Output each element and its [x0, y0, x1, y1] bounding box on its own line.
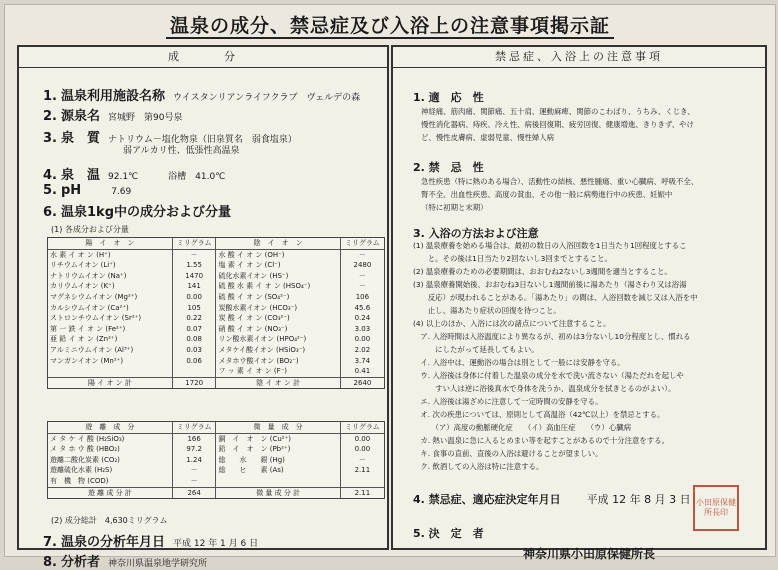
anion-name: メタホウ酸イオン (BO₂⁻) [216, 356, 340, 367]
free-header: 遊 離 成 分 [48, 422, 172, 433]
cation-name: 水 素 イ オ ン (H⁺) [48, 249, 172, 260]
free-value: 97.2 [172, 444, 216, 455]
anion-value: 2.02 [354, 345, 371, 354]
contraindications-heading: 2. 禁 忌 性 [413, 161, 484, 174]
bathing-method-line: オ. 次の疾患については、原則として高温浴（42℃以上）を禁忌とする。 [413, 410, 665, 419]
free-total-label: 遊 離 成 分 計 [48, 487, 172, 498]
cation-name: リチウムイオン (Li⁺) [48, 260, 172, 271]
cation-total: 1720 [172, 377, 216, 388]
cation-value: 0.22 [172, 313, 216, 324]
bathing-method-line: にしたがって延長してもよい。 [413, 345, 539, 354]
table-row [48, 324, 384, 335]
trace-name: 総 水 銀 (Hg) [216, 455, 340, 466]
item-quality: 3. 泉 質 ナトリウム－塩化物泉（旧泉質名 弱食塩泉） [43, 131, 297, 146]
cation-value: 0.07 [172, 324, 216, 335]
cation-value [172, 366, 216, 377]
bathing-method-line: 反応）が現われることがある。「湯あたり」の間は、入浴回数を減じ又は入浴を中 [413, 293, 698, 302]
anion-total: 2640 [340, 377, 384, 388]
decision-date: 4. 禁忌症、適応症決定年月日 平成 12 年 8 月 3 日 [413, 493, 691, 506]
trace-value: － [358, 455, 366, 464]
decision-maker-label: 5. 決 定 者 [413, 527, 484, 540]
anion-name: リン酸水素イオン (HPO₄²⁻) [216, 334, 340, 345]
cation-value: 1.55 [172, 260, 216, 271]
table-row [48, 366, 384, 377]
anion-name: 炭 酸 イ オ ン (CO₃²⁻) [216, 313, 340, 324]
cation-value: 1470 [172, 271, 216, 282]
anion-value: 3.74 [354, 356, 371, 365]
cation-name: ストロンチウムイオン (Sr²⁺) [48, 313, 172, 324]
item-facility: 1. 温泉利用施設名称 ウイスタンリアンライフクラブ ヴェルデの森 [43, 89, 361, 104]
trace-name [216, 476, 340, 487]
notice-board [4, 4, 776, 570]
contraindications-text: 急性疾患（特に熱のある場合）、活動性の結核、悪性腫瘍、重い心臓病、呼吸不全、 腎不全、出血性疾患、高度の貧血、その他一般に病勢進行中の疾患、妊娠中 （特に初期と末期） [421, 177, 699, 212]
ion-total-row [48, 377, 384, 388]
anion-value: － [358, 282, 366, 291]
bathing-method-text [413, 239, 698, 473]
cation-name: ナトリウムイオン (Na⁺) [48, 271, 172, 282]
table-title: (1) 各成分および分量 [51, 225, 129, 234]
cation-total-label: 陽 イ オ ン 計 [48, 377, 172, 388]
bathing-method-line: キ. 食事の直前、直後の入浴は避けることが望ましい。 [413, 449, 603, 458]
anion-name: メタケイ酸イオン (HSiO₃⁻) [216, 345, 340, 356]
ion-table [47, 237, 385, 389]
anion-name: 硫化水素イオン (HS⁻) [216, 271, 340, 282]
composition-header: 成 分 [19, 47, 387, 68]
indications-heading: 1. 適 応 性 [413, 91, 484, 104]
anion-value: 106 [355, 292, 370, 301]
bathing-method-line: エ. 入浴後は湯ざめに注意して一定時間の安静を守る。 [413, 397, 603, 406]
trace-name: 銅 イ オ ン (Cu²⁺) [216, 433, 340, 444]
item-components: 6. 温泉1kg中の成分および分量 [43, 205, 231, 220]
table-row [48, 303, 384, 314]
table-row [48, 292, 384, 303]
cation-name: 亜 鉛 イ オ ン (Zn²⁺) [48, 334, 172, 345]
trace-total: 2.11 [340, 487, 384, 498]
item-source: 2. 源泉名 宮城野 第90号泉 [43, 109, 183, 124]
free-name: メ タ ケ イ 酸 (H₂SiO₃) [48, 433, 172, 444]
free-trace-table [47, 421, 385, 499]
table-row [48, 281, 384, 292]
anion-header: 陰 イ オ ン [216, 238, 340, 249]
composition-panel [17, 45, 389, 570]
anion-value: 3.03 [354, 324, 371, 333]
trace-name: 鉛 イ オ ン (Pb²⁺) [216, 444, 340, 455]
anion-value: － [358, 271, 366, 280]
item-analysis-date: 7. 温泉の分析年月日 平成 12 年 1 月 6 日 [43, 535, 259, 550]
trace-name: 総 ヒ 素 (As) [216, 465, 340, 476]
cation-name: カルシウムイオン (Ca²⁺) [48, 303, 172, 314]
bathing-method-line: と。その後は1日当たり2回ないし3回までとすること。 [413, 254, 612, 263]
anion-name: 硫 酸 イ オ ン (SO₄²⁻) [216, 292, 340, 303]
anion-name: 炭酸水素イオン (HCO₃⁻) [216, 303, 340, 314]
anion-value: 0.41 [354, 367, 371, 376]
trace-total-label: 微 量 成 分 計 [216, 487, 340, 498]
cation-name [48, 366, 172, 377]
bathing-method-heading: 3. 入浴の方法および注意 [413, 227, 539, 240]
item-analyst: 8. 分析者 神奈川県温泉地学研究所 [43, 555, 208, 570]
free-total: 264 [172, 487, 216, 498]
indications-text: 神経痛、筋肉痛、関節痛、五十肩、運動麻痺、関節のこわばり、うちみ、くじき、 慢性消化器病、痔疾、冷え性、病後回復期、疲労回復、健康増進、きりきず、やけ ど、慢性皮膚病、虚弱児童、慢性婦人病 [421, 107, 695, 142]
total-components: (2) 成分総計 4,630ミリグラム [51, 516, 168, 525]
trace-value: 0.00 [354, 434, 371, 443]
precautions-header: 禁忌症、入浴上の注意事項 [393, 47, 765, 68]
trace-unit: ミリグラム [340, 422, 384, 433]
table-row [48, 356, 384, 367]
cation-name: マンガンイオン (Mn²⁺) [48, 356, 172, 367]
bathing-method-line: （ア）高度の動脈硬化症 （イ）高血圧症 （ウ）心臓病 [413, 423, 632, 432]
item-quality-sub: 弱アルカリ性、低張性高温泉 [123, 146, 240, 156]
bathing-method-line: (4) 以上のほか、入浴には次の諸点について注意すること。 [413, 319, 611, 328]
anion-name: 塩 素 イ オ ン (Cl⁻) [216, 260, 340, 271]
bathing-method-line: 止し、湯あたり症状の回復を待つこと。 [413, 306, 561, 315]
anion-name: フ ッ 素 イ オ ン (F⁻) [216, 366, 340, 377]
free-value: － [172, 465, 216, 476]
bathing-method-line: ク. 飲酒しての入浴は特に注意する。 [413, 462, 544, 471]
table-row [48, 476, 384, 487]
trace-header: 微 量 成 分 [216, 422, 340, 433]
bathing-method-line: カ. 熱い温泉に急に入るとめまい等を起すことがあるので十分注意をする。 [413, 436, 669, 445]
cation-unit: ミリグラム [172, 238, 216, 249]
cation-value: 141 [172, 281, 216, 292]
anion-value: 0.00 [354, 335, 371, 344]
table-row [48, 455, 384, 466]
free-name: 遊離二酸化炭素 (CO₂) [48, 455, 172, 466]
official-seal: 小田原保健所長印 [693, 485, 739, 531]
bathing-method-line: ウ. 入浴後は身体に付着した温泉の成分を水で洗い流さない（湯ただれを起しや [413, 371, 684, 380]
bathing-method-line: ア. 入浴時間は入浴温度により異なるが、初めは3分ないし10分程度とし、慣れる [413, 332, 691, 341]
table-row [48, 260, 384, 271]
cation-value: 0.03 [172, 345, 216, 356]
cation-name: マグネシウムイオン (Mg²⁺) [48, 292, 172, 303]
cation-name: カリウムイオン (K⁺) [48, 281, 172, 292]
bathing-method-line: イ. 入浴中は、運動浴の場合は別として一般には安静を守る。 [413, 358, 625, 367]
item-ph: 5. pH 7.69 [43, 183, 132, 198]
trace-value: 0.00 [354, 445, 371, 454]
ion-table-header [48, 238, 384, 249]
bathing-method-line: (3) 温泉療養開始後、おおむね3日ないし1週間前後に湯あたり（湯さわり又は浴湯 [413, 280, 687, 289]
cation-header: 陽 イ オ ン [48, 238, 172, 249]
trace-value [340, 476, 384, 487]
anion-value: 0.24 [354, 314, 371, 323]
cation-value: － [172, 249, 216, 260]
cation-name: 第 一 鉄 イ オ ン (Fe²⁺) [48, 324, 172, 335]
free-unit: ミリグラム [172, 422, 216, 433]
bathing-method-line: すい人は逆に浴後真水で身体を洗うか、温泉成分を拭きとるのがよい）。 [413, 384, 676, 393]
cation-value: 0.00 [172, 292, 216, 303]
free-total-row [48, 487, 384, 498]
anion-name: 水 酸 イ オ ン (OH⁻) [216, 249, 340, 260]
table-row [48, 345, 384, 356]
precautions-panel [391, 45, 767, 561]
free-value: 166 [172, 433, 216, 444]
cation-value: 105 [172, 303, 216, 314]
free-value: － [172, 476, 216, 487]
table-row [48, 465, 384, 476]
table-row [48, 444, 384, 455]
cation-value: 0.08 [172, 334, 216, 345]
anion-value: － [358, 250, 366, 259]
anion-unit: ミリグラム [340, 238, 384, 249]
table-row [48, 433, 384, 444]
table-row [48, 313, 384, 324]
free-name: 遊離硫化水素 (H₂S) [48, 465, 172, 476]
table-row [48, 334, 384, 345]
anion-name: 硝 酸 イ オ ン (NO₃⁻) [216, 324, 340, 335]
free-table-header [48, 422, 384, 433]
page-title: 温泉の成分、禁忌症及び入浴上の注意事項掲示証 [5, 11, 775, 38]
free-name: 有 機 物 (COD) [48, 476, 172, 487]
bathing-method-line: (1) 温泉療養を始める場合は、最初の数日の入浴回数を1日当たり1回程度とするこ [413, 241, 687, 250]
cation-value: 0.06 [172, 356, 216, 367]
anion-total-label: 陰 イ オ ン 計 [216, 377, 340, 388]
cation-name: アルミニウムイオン (Al³⁺) [48, 345, 172, 356]
anion-name: 硫 酸 水 素 イ オ ン (HSO₄⁻) [216, 281, 340, 292]
trace-value: 2.11 [354, 466, 371, 475]
free-name: メ タ ホ ウ 酸 (HBO₂) [48, 444, 172, 455]
decision-maker: 神奈川県小田原保健所長 [523, 547, 656, 561]
item-temperature: 4. 泉 温 92.1℃ 浴槽 41.0℃ [43, 168, 226, 183]
anion-value: 2480 [353, 261, 372, 270]
anion-value: 45.6 [354, 303, 371, 312]
table-row [48, 249, 384, 260]
table-row [48, 271, 384, 282]
bathing-method-line: (2) 温泉療養のための必要期間は、おおむね2ないし3週間を適当とすること。 [413, 267, 672, 276]
free-value: 1.24 [172, 455, 216, 466]
